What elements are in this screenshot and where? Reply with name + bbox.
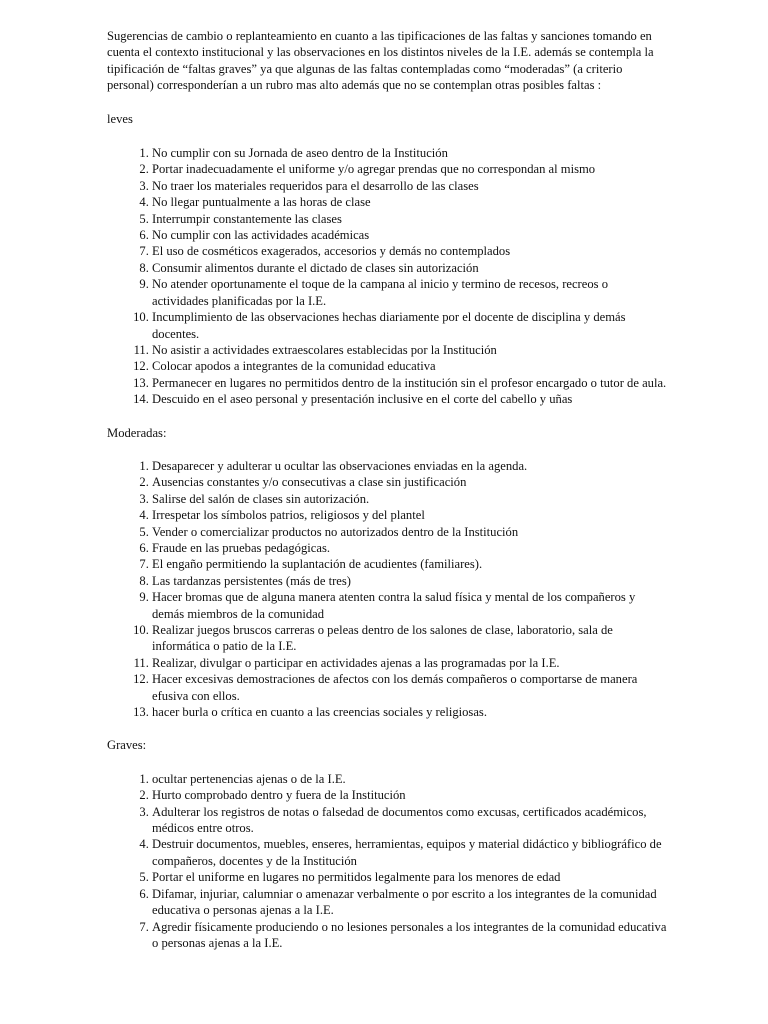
list-item: 6. No cumplir con las actividades académicas	[152, 227, 667, 243]
list-item: 10. Incumplimiento de las observaciones hechas diariamente por el docente de disciplina y demás docentes.	[152, 309, 667, 342]
list-item: 12. Colocar apodos a integrantes de la comunidad educativa	[152, 358, 667, 374]
list-item: 8. Consumir alimentos durante el dictado de clases sin autorización	[152, 260, 667, 276]
list-item: 1. Desaparecer y adulterar u ocultar las observaciones enviadas en la agenda.	[152, 458, 667, 474]
list-item: 9. Hacer bromas que de alguna manera atenten contra la salud física y mental de los compañeros y demás miembros de la comunidad	[152, 589, 667, 622]
list-item: 3. Salirse del salón de clases sin autorización.	[152, 491, 667, 507]
list-item: 2. Portar inadecuadamente el uniforme y/o agregar prendas que no correspondan al mismo	[152, 161, 667, 177]
list-item: 12. Hacer excesivas demostraciones de afectos con los demás compañeros o comportarse de manera efusiva con ellos.	[152, 671, 667, 704]
list-item: 6. Fraude en las pruebas pedagógicas.	[152, 540, 667, 556]
list-item: 4. Destruir documentos, muebles, enseres, herramientas, equipos y material didáctico y bibliográfico de compañeros, docentes y de la Institución	[152, 836, 667, 869]
list-item: 3. Adulterar los registros de notas o falsedad de documentos como excusas, certificados académicos, médicos entre otros.	[152, 804, 667, 837]
list-item: 5. Interrumpir constantemente las clases	[152, 211, 667, 227]
document-page	[107, 28, 667, 951]
list-item: 1. ocultar pertenencias ajenas o de la I.E.	[152, 771, 667, 787]
list-item: 7. El uso de cosméticos exagerados, accesorios y demás no contemplados	[152, 243, 667, 259]
list-item: 9. No atender oportunamente el toque de la campana al inicio y termino de recesos, recreos o actividades planificadas por la I.E.	[152, 276, 667, 309]
list-leves	[107, 145, 667, 408]
section-heading-leves: leves	[107, 111, 133, 126]
section-moderadas	[107, 425, 667, 721]
list-item: 7. Agredir físicamente produciendo o no lesiones personales a los integrantes de la comunidad educativa o personas ajenas a la I.E.	[152, 919, 667, 952]
list-moderadas	[107, 458, 667, 721]
list-item: 5. Portar el uniforme en lugares no permitidos legalmente para los menores de edad	[152, 869, 667, 885]
list-item: 2. Ausencias constantes y/o consecutivas a clase sin justificación	[152, 474, 667, 490]
section-heading-graves: Graves:	[107, 738, 147, 753]
list-item: 11. No asistir a actividades extraescolares establecidas por la Institución	[152, 342, 667, 358]
section-heading-moderadas: Moderadas:	[107, 425, 167, 440]
list-item: 13. hacer burla o crítica en cuanto a las creencias sociales y religiosas.	[152, 704, 667, 720]
list-graves	[107, 771, 667, 951]
list-item: 2. Hurto comprobado dentro y fuera de la Institución	[152, 787, 667, 803]
intro-paragraph: Sugerencias de cambio o replanteamiento en cuanto a las tipificaciones de las faltas y sanciones tomando en cuenta el contexto institucional y las observaciones en los distintos niveles de la I.E. además se contempla la tipificación de “faltas graves” ya que algunas de las faltas contempladas como “moderadas” (a criterio personal) corresponderían a un rubro mas alto además que no se contemplan otras posibles faltas :	[107, 29, 654, 93]
list-item: 10. Realizar juegos bruscos carreras o peleas dentro de los salones de clase, laboratorio, sala de informática o patio de la I.E.	[152, 622, 667, 655]
list-item: 6. Difamar, injuriar, calumniar o amenazar verbalmente o por escrito a los integrantes de la comunidad educativa o personas ajenas a la I.E.	[152, 886, 667, 919]
section-graves	[107, 737, 667, 951]
list-item: 13. Permanecer en lugares no permitidos dentro de la institución sin el profesor encargado o tutor de aula.	[152, 375, 667, 391]
list-item: 1. No cumplir con su Jornada de aseo dentro de la Institución	[152, 145, 667, 161]
list-item: 11. Realizar, divulgar o participar en actividades ajenas a las programadas por la I.E.	[152, 655, 667, 671]
list-item: 8. Las tardanzas persistentes (más de tres)	[152, 573, 667, 589]
list-item: 5. Vender o comercializar productos no autorizados dentro de la Institución	[152, 524, 667, 540]
section-leves	[107, 111, 667, 408]
list-item: 3. No traer los materiales requeridos para el desarrollo de las clases	[152, 178, 667, 194]
list-item: 14. Descuido en el aseo personal y presentación inclusive en el corte del cabello y uñas	[152, 391, 667, 407]
list-item: 4. No llegar puntualmente a las horas de clase	[152, 194, 667, 210]
list-item: 4. Irrespetar los símbolos patrios, religiosos y del plantel	[152, 507, 667, 523]
list-item: 7. El engaño permitiendo la suplantación de acudientes (familiares).	[152, 556, 667, 572]
